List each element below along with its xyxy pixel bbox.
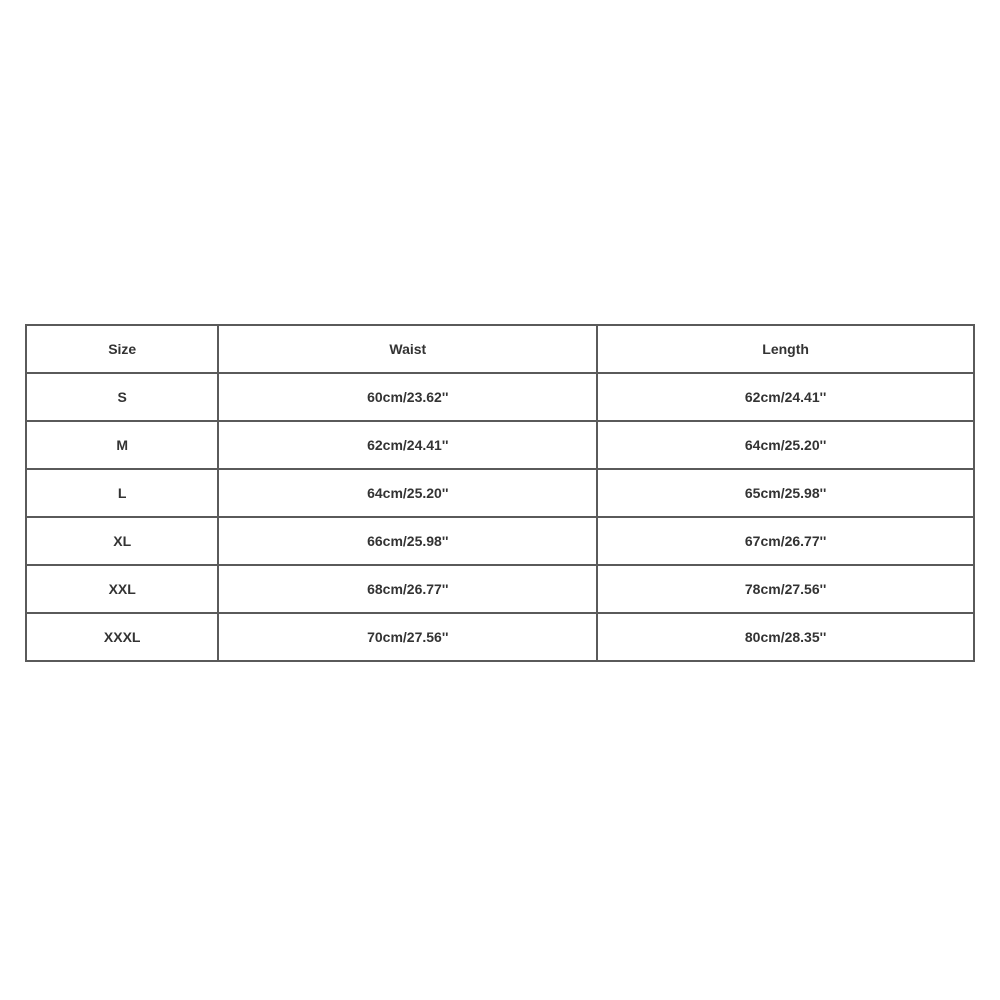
waist-cell: 66cm/25.98''	[218, 517, 597, 565]
size-chart-table	[25, 324, 975, 662]
length-cell: 78cm/27.56''	[597, 565, 974, 613]
length-cell: 80cm/28.35''	[597, 613, 974, 661]
length-cell: 67cm/26.77''	[597, 517, 974, 565]
header-length: Length	[597, 325, 974, 373]
waist-cell: 60cm/23.62''	[218, 373, 597, 421]
size-cell: M	[26, 421, 218, 469]
header-size: Size	[26, 325, 218, 373]
length-cell: 65cm/25.98''	[597, 469, 974, 517]
table-row	[26, 517, 974, 565]
table-row	[26, 565, 974, 613]
size-cell: XXL	[26, 565, 218, 613]
header-waist: Waist	[218, 325, 597, 373]
waist-cell: 64cm/25.20''	[218, 469, 597, 517]
table-row	[26, 373, 974, 421]
size-cell: XXXL	[26, 613, 218, 661]
header-row	[26, 325, 974, 373]
waist-cell: 68cm/26.77''	[218, 565, 597, 613]
table-row	[26, 613, 974, 661]
table-row	[26, 421, 974, 469]
waist-cell: 62cm/24.41''	[218, 421, 597, 469]
size-cell: S	[26, 373, 218, 421]
size-chart-header	[26, 325, 974, 373]
waist-cell: 70cm/27.56''	[218, 613, 597, 661]
size-chart-body	[26, 373, 974, 661]
length-cell: 64cm/25.20''	[597, 421, 974, 469]
size-cell: L	[26, 469, 218, 517]
table-row	[26, 469, 974, 517]
size-cell: XL	[26, 517, 218, 565]
length-cell: 62cm/24.41''	[597, 373, 974, 421]
